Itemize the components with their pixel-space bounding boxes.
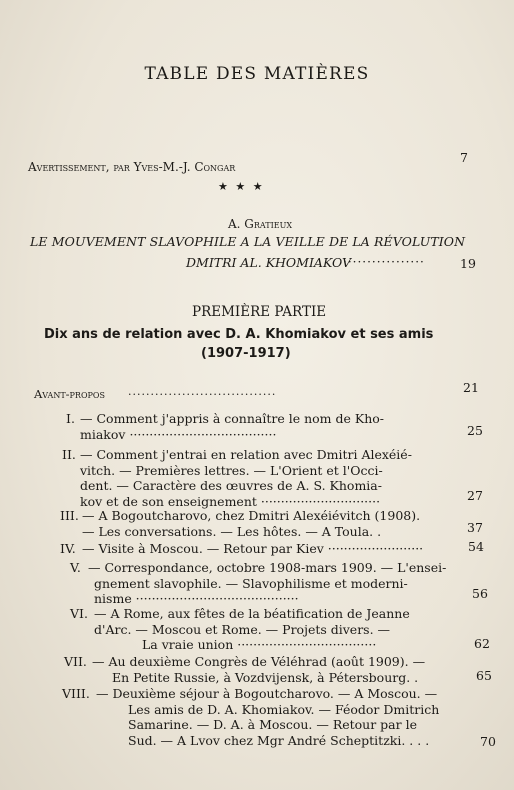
toc-entry-page: 65 [476, 668, 492, 683]
toc-entry-line: gnement slavophile. — Slavophilisme et moderni- [94, 575, 408, 591]
avant-propos-dots: ································· [128, 388, 277, 401]
toc-entry-line: — Comment j'appris à connaître le nom de Kho- [80, 411, 384, 426]
toc-entry-line: vitch. — Premières lettres. — L'Orient et l'Occi- [80, 462, 383, 478]
work-title-line-2: DMITRI AL. KHOMIAKOV [186, 255, 352, 270]
work-title-line-1: LE MOUVEMENT SLAVOPHILE A LA VEILLE DE LA RÉVOLUTION [30, 234, 466, 249]
toc-entry-3 [60, 508, 420, 539]
toc-entry-number: I. [66, 411, 75, 426]
toc-entry-line: Sud. — A Lvov chez Mgr André Scheptitzki. . . . [128, 732, 430, 748]
toc-entry-line: — A Rome, aux fêtes de la béatification de Jeanne [94, 606, 410, 621]
part-subtitle-line-1: Dix ans de relation avec D. A. Khomiakov et ses amis [44, 327, 434, 342]
toc-entry-number: II. [62, 447, 76, 462]
toc-entry-line: En Petite Russie, à Vozdvijensk, à Pétersbourg. . [112, 669, 419, 685]
author-name: A. Gratieux [228, 217, 293, 231]
toc-entry-line: Les amis de D. A. Khomiakov. — Féodor Dmitrich [128, 701, 440, 717]
toc-entry-line: — Les conversations. — Les hôtes. — A Toula. . [82, 523, 382, 539]
work-title-page: 19 [460, 256, 476, 271]
toc-entry-line: — Deuxième séjour à Bogoutcharovo. — A Moscou. — [96, 686, 438, 701]
toc-entry-6 [70, 606, 410, 653]
toc-entry-number: V. [70, 560, 81, 575]
toc-entry-1 [66, 411, 384, 442]
toc-entry-page: 37 [467, 520, 483, 535]
toc-entry-line: d'Arc. — Moscou et Rome. — Projets divers. — [94, 621, 391, 637]
avant-propos-label: Avant-propos [34, 387, 105, 401]
toc-entry-number: VII. [64, 654, 87, 669]
part-heading: PREMIÈRE PARTIE [192, 304, 327, 320]
toc-entry-5 [70, 560, 446, 607]
toc-entry-line: La vraie union ··································· [142, 637, 377, 652]
avant-propos-page: 21 [463, 380, 479, 395]
avertissement-entry: Avertissement, par Yves-M.-J. Congar [28, 160, 236, 174]
toc-entry-line: kov et de son enseignement ······························ [80, 493, 381, 509]
toc-entry-page: 27 [467, 488, 483, 503]
work-title-dots: ················· [343, 255, 425, 269]
toc-entry-2 [62, 447, 412, 509]
toc-entry-page: 56 [472, 586, 488, 601]
toc-entry-line: — Comment j'entrai en relation avec Dmitri Alexéié- [80, 447, 412, 462]
part-subtitle-line-2: (1907-1917) [201, 346, 291, 361]
toc-entry-line: — Visite à Moscou. — Retour par Kiev ························ [82, 541, 424, 556]
toc-entry-number: III. [60, 508, 79, 523]
section-stars: ★ ★ ★ [218, 180, 265, 193]
page-title: TABLE DES MATIÈRES [144, 64, 370, 84]
toc-entry-8 [62, 686, 439, 748]
toc-entry-line: — Correspondance, octobre 1908-mars 1909. — L'ensei- [88, 560, 447, 575]
toc-entry-number: VI. [70, 606, 88, 621]
toc-entry-line: dent. — Caractère des œuvres de A. S. Khomia- [80, 478, 382, 493]
toc-entry-page: 25 [467, 423, 483, 438]
toc-entry-page: 70 [480, 734, 496, 749]
toc-entry-line: — A Bogoutcharovo, chez Dmitri Alexéiévitch (1908). [82, 508, 421, 523]
toc-entry-4 [60, 541, 423, 557]
toc-entry-number: VIII. [62, 686, 90, 701]
toc-entry-page: 62 [474, 636, 490, 651]
toc-entry-7 [64, 654, 425, 685]
toc-entry-page: 54 [468, 539, 484, 554]
toc-entry-line: — Au deuxième Congrès de Véléhrad (août 1909). — [92, 654, 426, 669]
toc-entry-number: IV. [60, 541, 76, 556]
toc-entry-line: nisme ········································· [94, 591, 299, 606]
avertissement-page: 7 [460, 150, 468, 165]
toc-entry-line: miakov ····································· [80, 426, 277, 442]
toc-entry-line: Samarine. — D. A. à Moscou. — Retour par le [128, 717, 417, 732]
